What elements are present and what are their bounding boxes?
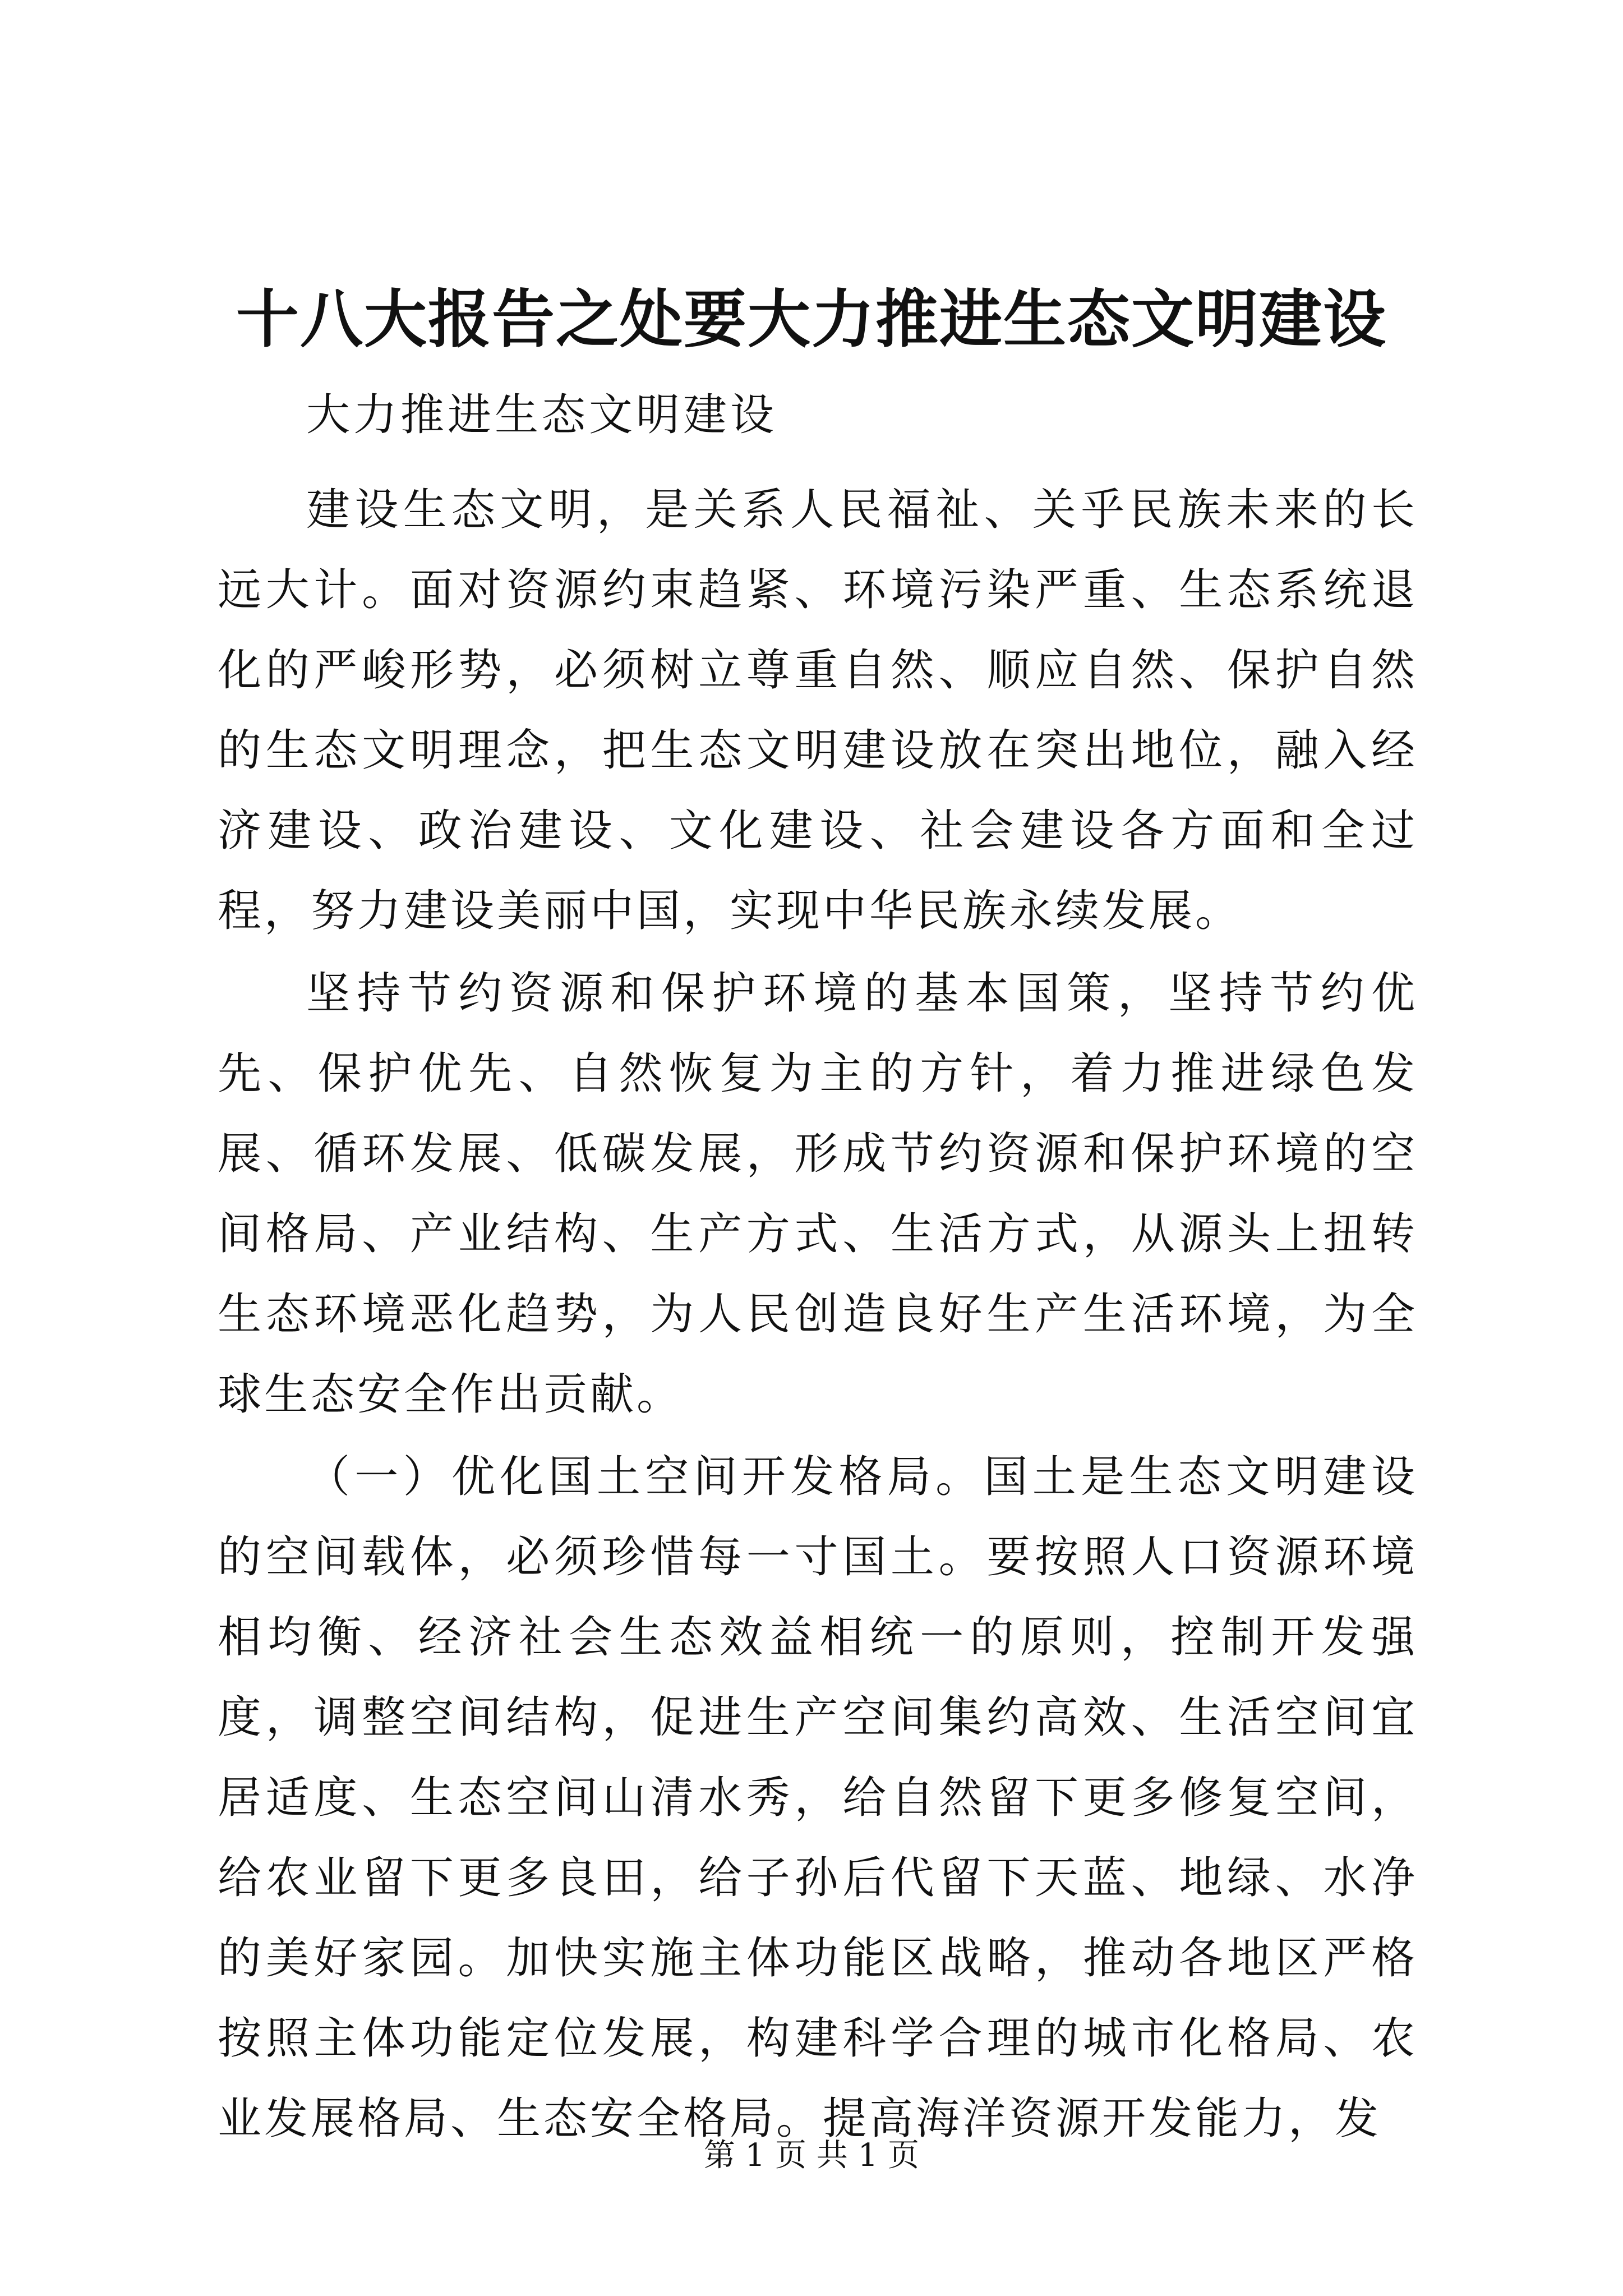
- paragraph: 坚持节约资源和保护环境的基本国策，坚持节约优先、保护优先、自然恢复为主的方针，着力推进绿色发展、循环发展、低碳发展，形成节约资源和保护环境的空间格局、产业结构、生产方式、生活方式，从源头上扭转生态环境恶化趋势，为人民创造良好生产生活环境，为全球生态安全作出贡献。: [218, 968, 1418, 1420]
- paragraph: （一）优化国土空间开发格局。国土是生态文明建设的空间载体，必须珍惜每一寸国土。要按照人口资源环境相均衡、经济社会生态效益相统一的原则，控制开发强度，调整空间结构，促进生产空间集约高效、生活空间宜居适度、生态空间山清水秀，给自然留下更多修复空间，给农业留下更多良田，给子孙后代留下天蓝、地绿、水净的美好家园。加快实施主体功能区战略，推动各地区严格按照主体功能定位发展，构建科学合理的城市化格局、农业发展格局、生态安全格局。提高海洋资源开发能力，发: [218, 1452, 1418, 2144]
- paragraph: 建设生态文明，是关系人民福祉、关乎民族未来的长远大计。面对资源约束趋紧、环境污染严重、生态系统退化的严峻形势，必须树立尊重自然、顺应自然、保护自然的生态文明理念，把生态文明建设放在突出地位，融入经济建设、政治建设、文化建设、社会建设各方面和全过程，努力建设美丽中国，实现中华民族永续发展。: [218, 485, 1418, 936]
- page-footer: 第 1 页 共 1 页: [703, 2137, 920, 2174]
- document-title: 十八大报告之处要大力推进生态文明建设: [236, 283, 1387, 356]
- document-body: [218, 470, 1418, 2161]
- document-subtitle: 大力推进生态文明建设: [306, 390, 778, 440]
